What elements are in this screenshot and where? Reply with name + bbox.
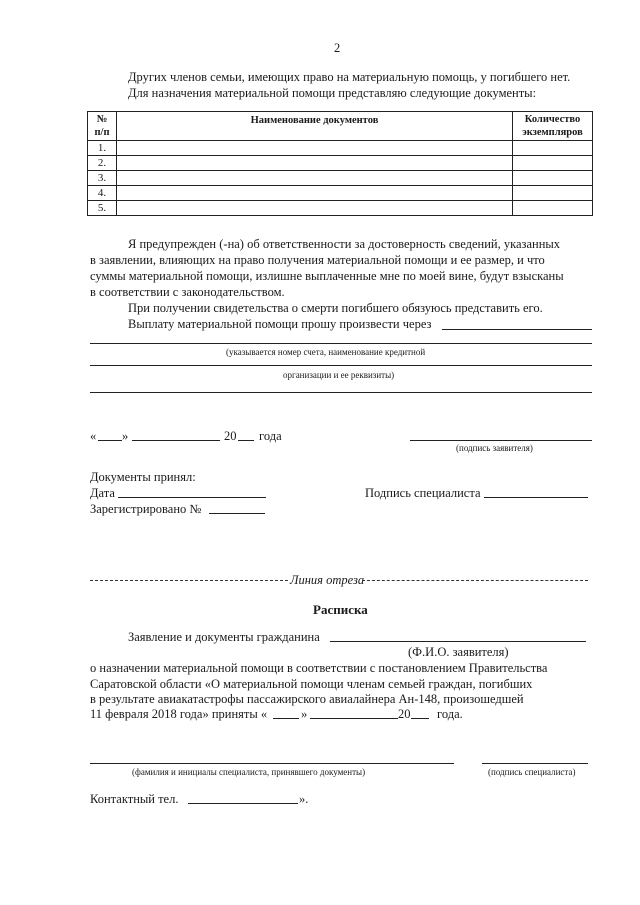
date-close-quote: »	[122, 429, 129, 443]
col-num-bottom: п/п	[94, 127, 110, 138]
accepted-title: Документы принял:	[90, 470, 196, 484]
col-qty-bottom: экземпляров	[522, 127, 583, 138]
row-number: 4.	[88, 186, 117, 201]
contact-end: ».	[299, 792, 309, 806]
payment-note-2: организации и ее реквизиты)	[283, 370, 395, 380]
receipt-month-field[interactable]	[310, 718, 398, 719]
warning-line-4: в соответствии с законодательством.	[90, 285, 285, 299]
specialist-signature-note: (подпись специалиста)	[488, 767, 576, 777]
registration-number-field[interactable]	[209, 513, 265, 514]
month-field[interactable]	[132, 440, 220, 441]
receipt-day-field[interactable]	[273, 718, 299, 719]
receipt-line-1: Заявление и документы гражданина	[128, 630, 320, 644]
cut-line-label: Линия отреза	[290, 573, 365, 587]
account-field-line-2[interactable]	[90, 365, 592, 366]
receipt-close-quote: »	[301, 707, 308, 721]
applicant-signature-field[interactable]	[410, 440, 592, 441]
row-number: 1.	[88, 141, 117, 156]
intro-line-2: Для назначения материальной помощи представляю следующие документы:	[128, 86, 537, 100]
table-row	[88, 201, 593, 216]
year-field[interactable]	[238, 440, 254, 441]
specialist-signature-field[interactable]	[482, 763, 588, 764]
documents-table	[87, 111, 593, 216]
accepted-date-field[interactable]	[118, 497, 266, 498]
specialist-sign-field[interactable]	[484, 497, 588, 498]
cut-line-right	[362, 580, 588, 581]
year-prefix: 20	[224, 429, 237, 443]
warning-line-1: Я предупрежден (-на) об ответственности за достоверность сведений, указанных	[128, 237, 561, 251]
specialist-name-field[interactable]	[90, 763, 454, 764]
receipt-line-2: о назначении материальной помощи в соответствии с постановлением Правительства	[90, 661, 548, 675]
table-row	[88, 186, 593, 201]
col-num-top: №	[96, 114, 108, 125]
date-open-quote: «	[90, 429, 97, 443]
payment-field[interactable]	[442, 329, 592, 330]
doc-name-cell[interactable]	[117, 186, 513, 201]
row-number: 3.	[88, 171, 117, 186]
warning-line-3: суммы материальной помощи, излишне выплаченные мне по моей вине, будут взысканы	[90, 269, 564, 283]
table-header-row	[88, 112, 593, 141]
receipt-line-3: Саратовской области «О материальной помощи членам семьей граждан, погибших	[90, 677, 533, 691]
page-number: 2	[334, 41, 341, 55]
receipt-title: Расписка	[313, 602, 368, 617]
doc-name-cell[interactable]	[117, 171, 513, 186]
col-num-header	[88, 112, 117, 141]
applicant-fio-note: (Ф.И.О. заявителя)	[408, 645, 509, 659]
warning-line-2: в заявлении, влияющих на право получения материальной помощи и ее размер, и что	[90, 253, 545, 267]
col-name-header: Наименование документов	[117, 112, 513, 141]
registered-label: Зарегистрировано №	[90, 502, 202, 516]
intro-line-1: Других членов семьи, имеющих право на материальную помощь, у погибшего нет.	[128, 70, 571, 84]
contact-phone-field[interactable]	[188, 803, 298, 804]
receipt-year-prefix: 20	[398, 707, 411, 721]
specialist-name-note: (фамилия и инициалы специалиста, принявшего документы)	[132, 767, 366, 777]
specialist-sign-label: Подпись специалиста	[365, 486, 481, 500]
doc-name-cell[interactable]	[117, 141, 513, 156]
obligation-text: При получении свидетельства о смерти погибшего обязуюсь представить его.	[128, 301, 543, 315]
row-number: 5.	[88, 201, 117, 216]
doc-qty-cell[interactable]	[513, 141, 593, 156]
col-qty-top: Количество	[524, 114, 581, 125]
doc-qty-cell[interactable]	[513, 201, 593, 216]
receipt-year-suffix: года.	[437, 707, 463, 721]
doc-qty-cell[interactable]	[513, 156, 593, 171]
table-row	[88, 141, 593, 156]
account-field-line-3[interactable]	[90, 392, 592, 393]
applicant-fio-field[interactable]	[330, 641, 586, 642]
receipt-line-5-start: 11 февраля 2018 года» приняты «	[90, 707, 268, 721]
doc-name-cell[interactable]	[117, 201, 513, 216]
doc-qty-cell[interactable]	[513, 171, 593, 186]
cut-line-left	[90, 580, 288, 581]
doc-name-cell[interactable]	[117, 156, 513, 171]
payment-note-1: (указывается номер счета, наименование кредитной	[226, 347, 426, 357]
table-row	[88, 156, 593, 171]
day-field[interactable]	[98, 440, 122, 441]
accepted-date-label: Дата	[90, 486, 115, 500]
receipt-line-4: в результате авиакатастрофы пассажирского авиалайнера Ан-148, произошедшей	[90, 692, 524, 706]
contact-label: Контактный тел.	[90, 792, 179, 806]
receipt-year-field[interactable]	[411, 718, 429, 719]
doc-qty-cell[interactable]	[513, 186, 593, 201]
row-number: 2.	[88, 156, 117, 171]
col-qty-header	[513, 112, 593, 141]
table-row	[88, 171, 593, 186]
payment-text: Выплату материальной помощи прошу произвести через	[128, 317, 432, 331]
year-suffix: года	[259, 429, 282, 443]
account-field-line-1[interactable]	[90, 343, 592, 344]
applicant-signature-note: (подпись заявителя)	[456, 443, 533, 453]
